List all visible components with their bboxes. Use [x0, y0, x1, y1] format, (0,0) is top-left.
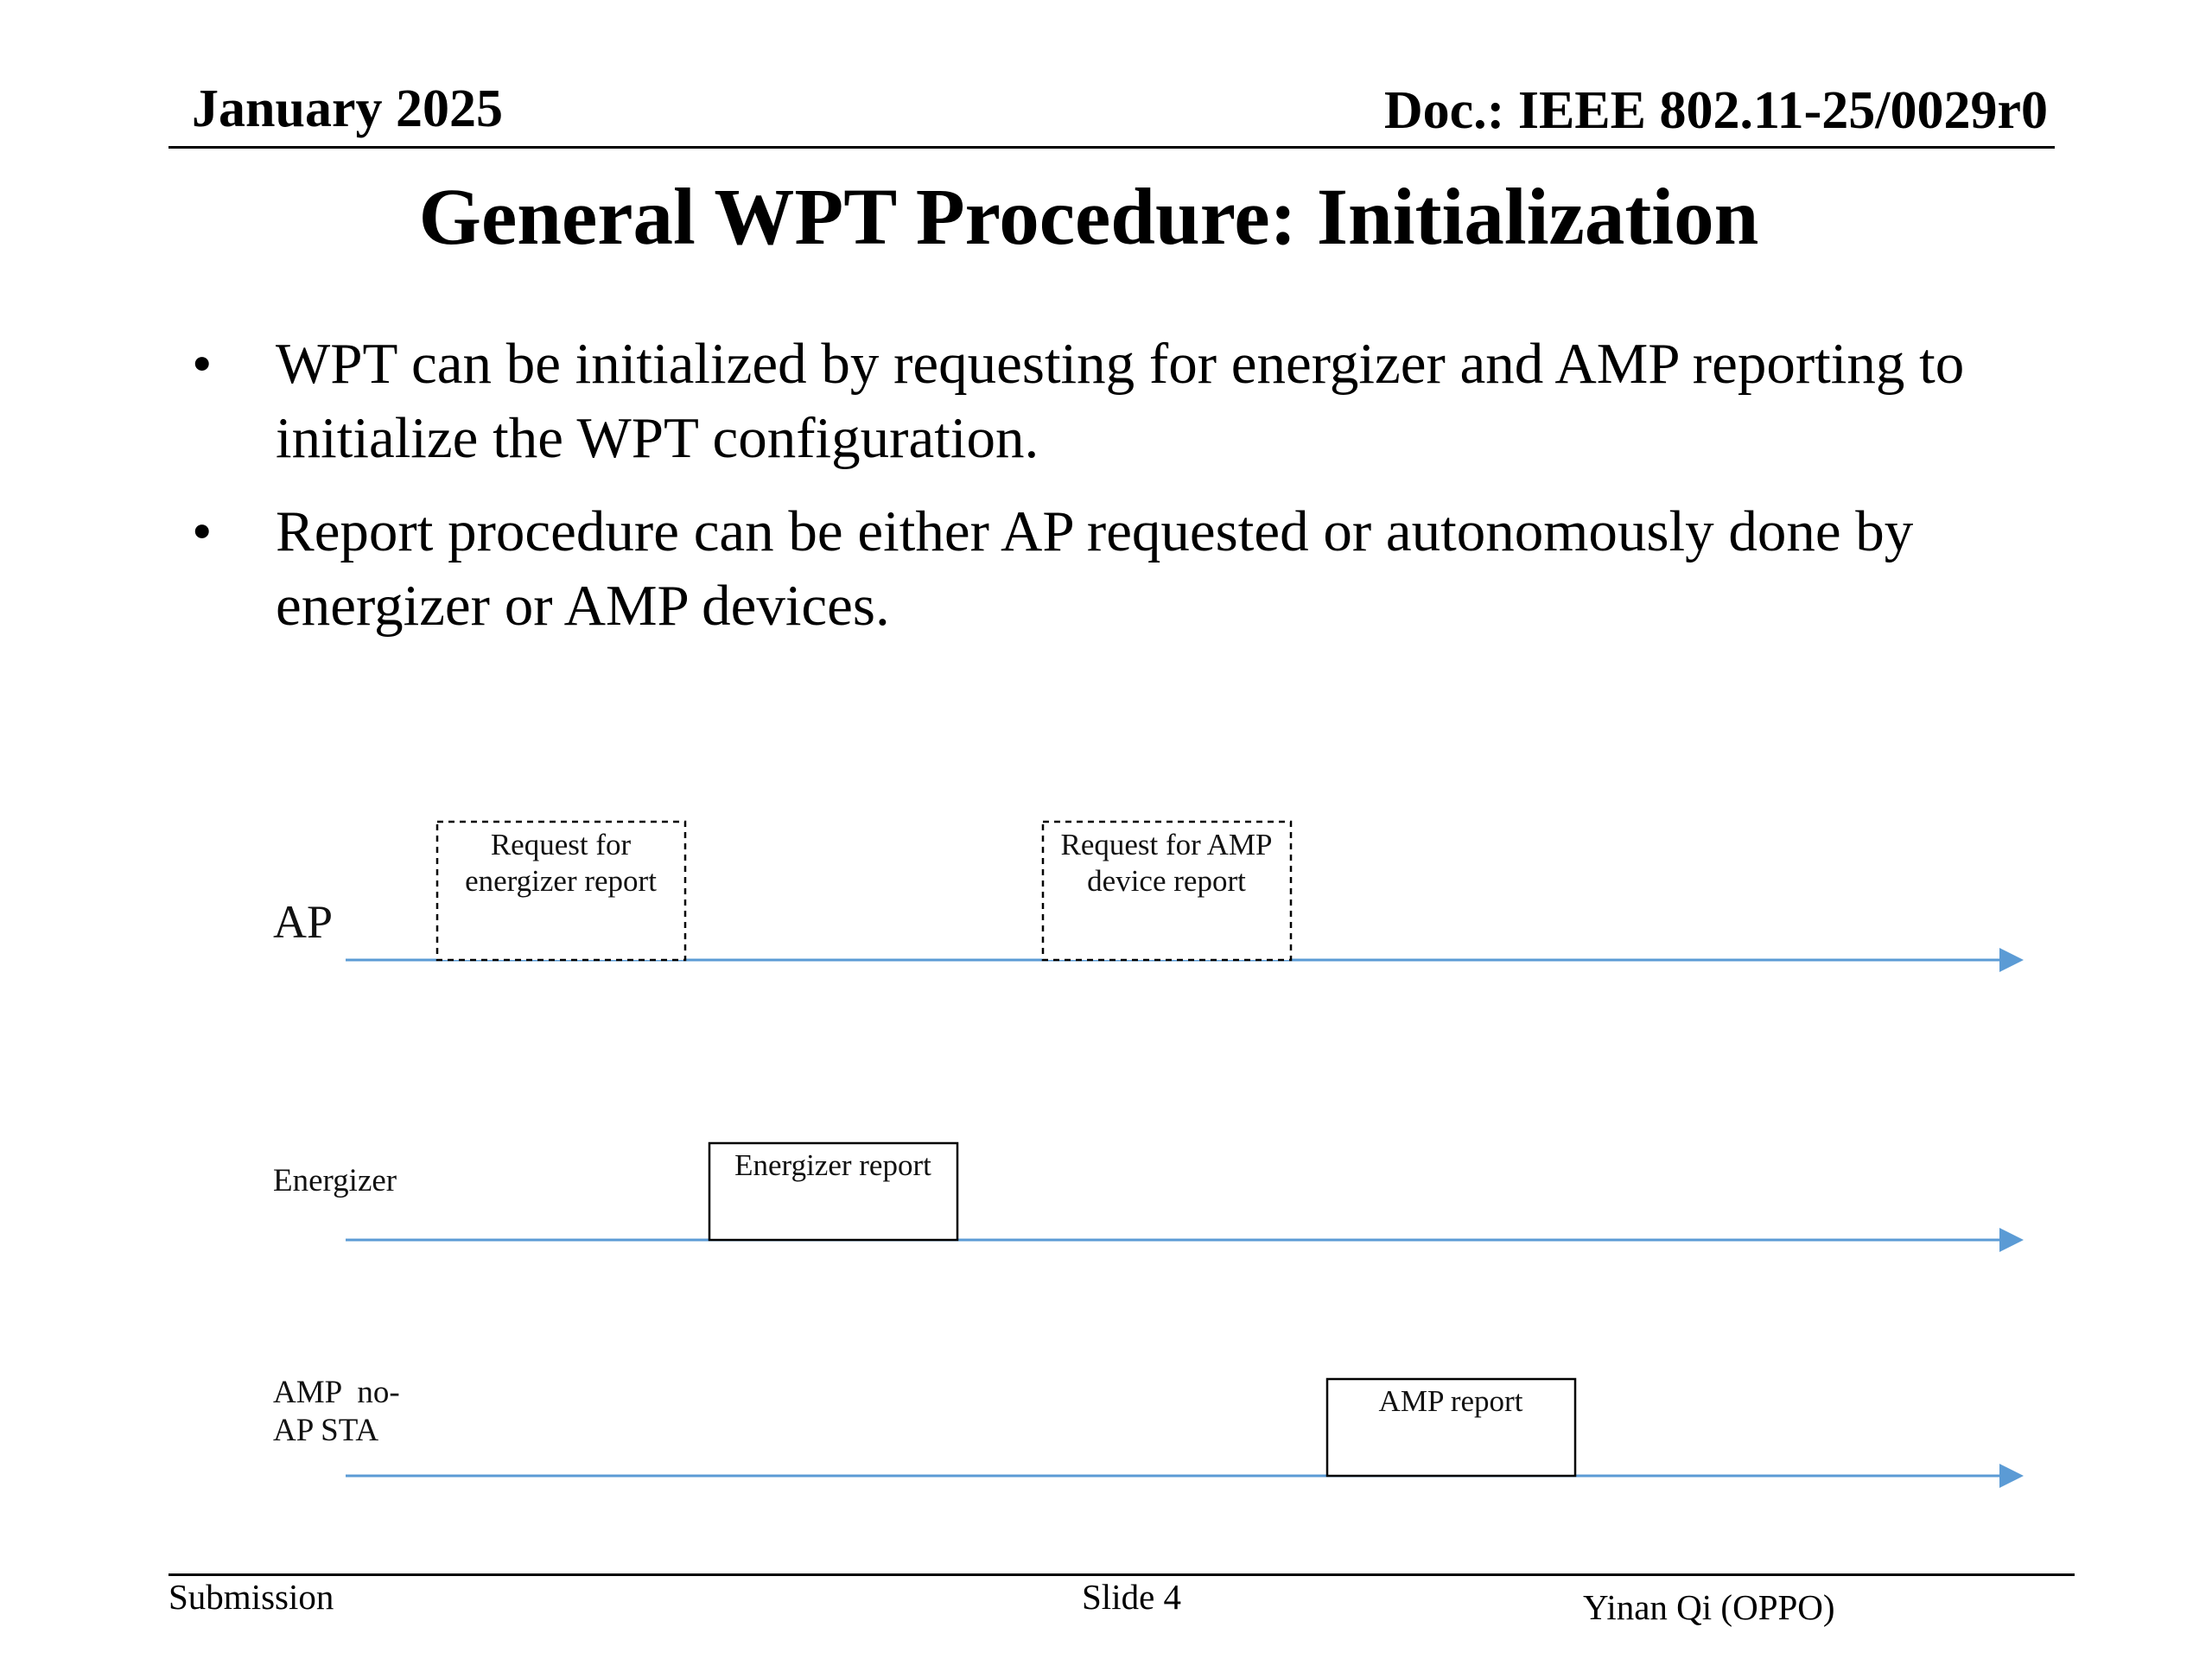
- header-date: January 2025: [192, 79, 503, 138]
- slide-title: General WPT Procedure: Initialization: [418, 173, 1759, 262]
- request-energizer-report-box: [437, 822, 685, 960]
- footer-slide-number: Slide 4: [1082, 1577, 1182, 1617]
- ap-timeline-arrow-icon: [1999, 948, 2024, 972]
- box-label: device report: [1087, 864, 1246, 898]
- box-label: Request for AMP: [1060, 828, 1273, 861]
- bullet-text: WPT can be initialized by requesting for energizer and AMP reporting to initialize the WPT configuration.: [276, 332, 1965, 470]
- header-doc-id: Doc.: IEEE 802.11-25/0029r0: [1383, 81, 2048, 140]
- request-amp-device-report-box: [1043, 822, 1291, 960]
- lane-label-energizer: Energizer: [273, 1163, 397, 1198]
- lane-label-amp-line1: AMP no-: [273, 1375, 400, 1410]
- box-label: AMP report: [1378, 1384, 1523, 1418]
- bullet-icon: •: [192, 499, 213, 563]
- footer-submission: Submission: [168, 1577, 334, 1617]
- energizer-timeline-arrow-icon: [1999, 1228, 2024, 1252]
- amp-timeline: [346, 1464, 2024, 1488]
- footer-rule: [168, 1573, 2075, 1576]
- footer-author: Yinan Qi (OPPO): [1583, 1587, 1835, 1627]
- bullet-text: Report procedure can be either AP requested or autonomously done by energizer or AMP devices.: [276, 499, 1914, 638]
- energizer-report-box: [709, 1143, 957, 1240]
- amp-report-box: [1327, 1379, 1575, 1476]
- box-label: Energizer report: [734, 1148, 931, 1182]
- box-label: Request for: [490, 828, 632, 861]
- energizer-timeline: [346, 1228, 2024, 1252]
- box-label: energizer report: [465, 864, 657, 898]
- lane-label-amp-line2: AP STA: [273, 1413, 379, 1448]
- lane-label-ap: AP: [273, 896, 334, 948]
- amp-timeline-arrow-icon: [1999, 1464, 2024, 1488]
- bullet-icon: •: [192, 332, 213, 396]
